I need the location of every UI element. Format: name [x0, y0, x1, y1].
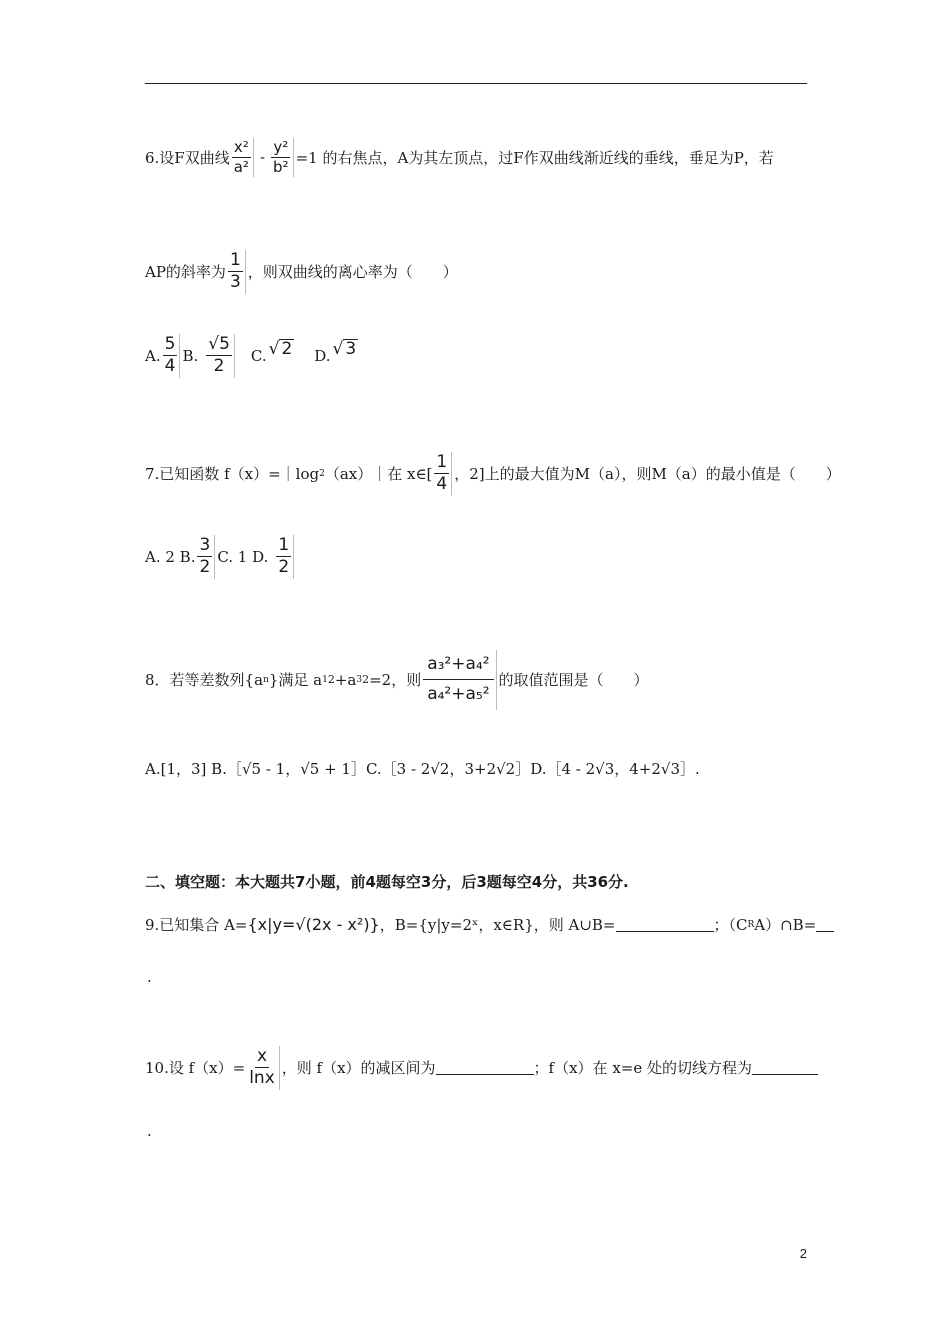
q8-plus: +a	[334, 670, 357, 689]
q9-prefix: 9.已知集合 A=	[145, 916, 248, 934]
question-7-options	[145, 535, 296, 579]
q6-option-d-label: D.	[314, 346, 331, 365]
q6-option-a-label: A.	[145, 346, 161, 365]
q8-sup-2: 2	[362, 673, 370, 687]
question-8-options	[145, 758, 700, 779]
q6-prefix: 6.设F双曲线	[145, 148, 230, 167]
header-rule	[145, 83, 807, 84]
q7-interval-fraction: $\frac{1}{4}$	[434, 452, 452, 496]
q6-option-c-label: C.	[250, 346, 267, 365]
q9-middle-2: ；（C	[713, 916, 748, 934]
q8-sub-3: 3	[356, 674, 363, 685]
question-6-line-2	[145, 250, 458, 294]
question-9	[145, 914, 834, 935]
q6-suffix: =1 的右焦点，A为其左顶点，过F作双曲线渐近线的垂线，垂足为P，若	[295, 148, 774, 167]
q7-option-d-fraction: $\frac{1}{2}$	[276, 535, 294, 579]
question-10	[145, 1046, 818, 1090]
q10-middle: ，则 f（x）的减区间为	[281, 1059, 436, 1078]
q7-option-c-d-label: C. 1 D.	[217, 547, 269, 566]
q6-line2-suffix: ，则双曲线的离心率为（ ）	[247, 263, 458, 282]
q6-option-b-fraction: $\frac{√5}{2}$	[206, 334, 235, 378]
q8-sup-1: 2	[327, 673, 335, 687]
q6-option-a-fraction: $\frac{5}{4}$	[163, 334, 181, 378]
question-6-options	[145, 334, 360, 378]
q9-set-a: {x|y=√(2x - x²)}	[247, 915, 380, 934]
q10-middle-2: ；f（x）在 x=e 处的切线方程为	[533, 1059, 753, 1078]
q8-suffix: 的取值范围是（ ）	[498, 671, 649, 690]
q9-dot: .	[147, 968, 152, 986]
q9-answer-blank-1[interactable]	[616, 917, 714, 932]
q6-fraction-y2-b2: $\frac{\text{y²}}{\text{b²}}$	[271, 138, 294, 177]
q10-prefix: 10.设 f（x）=	[145, 1059, 246, 1078]
q10-answer-blank-1[interactable]	[436, 1060, 534, 1075]
q9-answer-blank-2[interactable]	[816, 917, 834, 932]
q8-ratio-fraction: $\frac{\text{a₃²+a₄²}}{\text{a₄²+a₅²}}$	[423, 650, 496, 710]
q6-slope-fraction: $\frac{1}{3}$	[228, 250, 246, 294]
section-heading-text: 二、填空题：本大题共7小题，前4题每空3分，后3题每空4分，共36分.	[145, 873, 629, 891]
q8-options-text: A.[1，3] B.［√5 - 1，√5 + 1］C.［3 - 2√2，3+2√2］D.［4 - 2√3，4+2√3］.	[145, 760, 700, 778]
q6-option-d-sqrt: √ 3	[332, 338, 357, 359]
q9-middle: ，B={y|y=2ˣ，x∈R}，则 A∪B=	[379, 916, 616, 934]
q7-prefix: 7.已知函数 f（x）=｜log	[145, 465, 320, 484]
q7-option-a-b-label: A. 2 B.	[145, 547, 196, 566]
q7-middle: （ax）｜在 x∈[	[324, 465, 433, 484]
q6-fraction-x2-a2: $\frac{\text{x²}}{\text{a²}}$	[232, 138, 254, 177]
q8-prefix: 8．若等差数列{a	[145, 671, 264, 690]
page-number: 2	[799, 1246, 807, 1261]
q10-answer-blank-2[interactable]	[752, 1060, 818, 1075]
q8-middle: }满足 a	[268, 671, 323, 690]
question-8	[145, 650, 649, 710]
q9-suffix: A）∩B=	[754, 916, 817, 934]
q6-option-c-sqrt: √ 2	[268, 338, 293, 359]
q6-option-b-label: B.	[182, 346, 199, 365]
section-heading	[145, 871, 629, 892]
q10-dot: .	[147, 1122, 152, 1140]
q9-sub-r: R	[747, 919, 755, 930]
q6-minus: -	[259, 148, 266, 167]
q6-line2-prefix: AP的斜率为	[145, 263, 226, 282]
q7-log-base: 2	[319, 468, 325, 479]
q8-equals: =2，则	[369, 671, 422, 690]
q7-option-b-fraction: $\frac{3}{2}$	[197, 535, 215, 579]
question-7	[145, 452, 841, 496]
question-6-line-1	[145, 138, 774, 177]
q8-sub-1: 1	[322, 674, 328, 685]
q7-suffix: ，2]上的最大值为M（a），则M（a）的最小值是（ ）	[454, 465, 841, 484]
q8-sub-n: n	[263, 674, 269, 685]
q10-fraction: $\frac{x}{\ln x}$	[247, 1046, 280, 1090]
